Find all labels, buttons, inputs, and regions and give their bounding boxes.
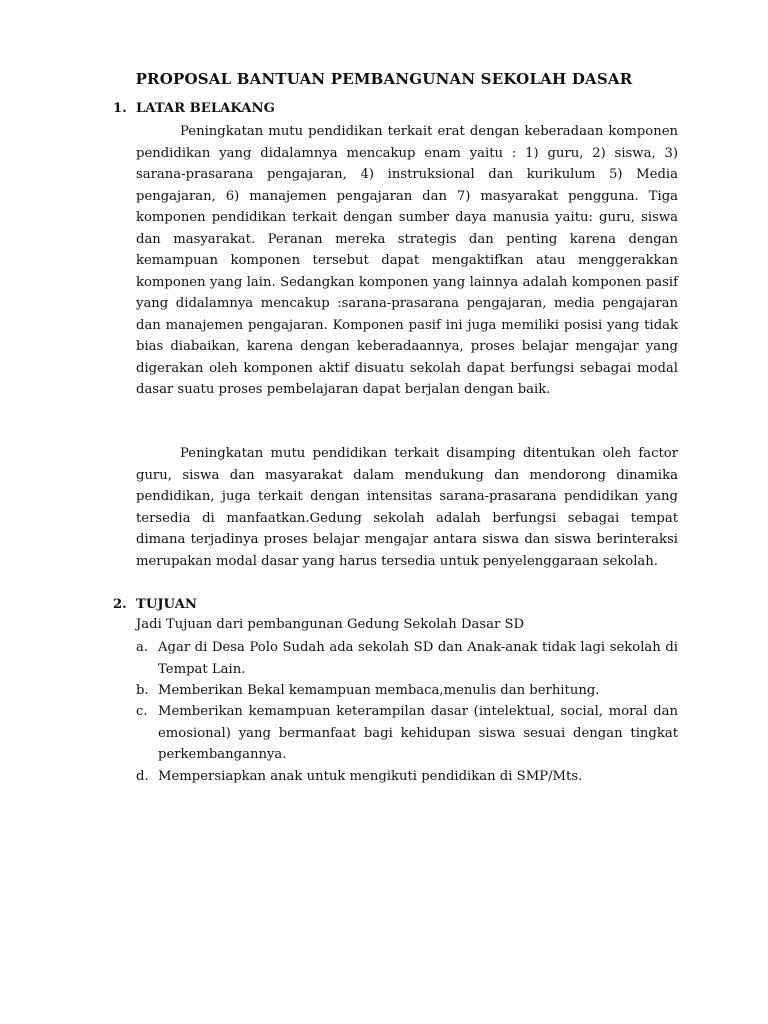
list-marker: a. — [136, 640, 149, 655]
list-item-text: Memberikan Bekal kemampuan membaca,menulis dan berhitung. — [158, 683, 600, 698]
section-heading-tujuan — [113, 597, 197, 612]
section-heading-latar-belakang — [113, 101, 275, 116]
tujuan-intro: Jadi Tujuan dari pembangunan Gedung Sekolah Dasar SD — [136, 617, 525, 632]
section-number: 1. — [113, 101, 127, 116]
paragraph-latar-belakang-1: Peningkatan mutu pendidikan terkait erat dengan keberadaan komponen pendidikan yang didalamnya mencakup enam yaitu : 1) guru, 2) siswa, 3) sarana-prasarana pengajaran, 4) instruksional dan kurikulum 5) Media pengajaran, 6) manajemen pengajaran dan 7) masyarakat pengguna. Tiga komponen pendidikan terkait dengan sumber daya manusia yaitu: guru, siswa dan masyarakat. Peranan mereka strategis dan penting karena dengan kemampuan komponen tersebut dapat mengaktifkan atau menggerakkan komponen yang lain. Sedangkan komponen yang lainnya adalah komponen pasif yang didalamnya mencakup :sarana-prasarana pengajaran, media pengajaran dan manajemen pengajaran. Komponen pasif ini juga memiliki posisi yang tidak bias diabaikan, karena dengan keberadaannya, proses belajar mengajar yang digerakan oleh komponen aktif disuatu sekolah dapat berfungsi sebagai modal dasar suatu proses pembelajaran dapat berjalan dengan baik. — [136, 124, 678, 397]
document-title: PROPOSAL BANTUAN PEMBANGUNAN SEKOLAH DASAR — [135, 70, 633, 88]
section-title: TUJUAN — [136, 597, 197, 612]
list-item — [136, 637, 678, 680]
paragraph-latar-belakang-2: Peningkatan mutu pendidikan terkait disamping ditentukan oleh factor guru, siswa dan masyarakat dalam mendukung dan mendorong dinamika pendidikan, juga terkait dengan intensitas sarana-prasarana pendidikan yang tersedia di manfaatkan.Gedung sekolah adalah berfungsi sebagai tempat dimana terjadinya proses belajar mengajar antara siswa dan siswa berinteraksi merupakan modal dasar yang harus tersedia untuk penyelenggaraan sekolah. — [136, 446, 678, 569]
list-marker: c. — [136, 704, 148, 719]
list-item-text: Mempersiapkan anak untuk mengikuti pendidikan di SMP/Mts. — [158, 769, 583, 784]
section-number: 2. — [113, 597, 127, 612]
list-item — [136, 766, 678, 788]
list-item-text: Memberikan kemampuan keterampilan dasar (intelektual, social, moral dan emosional) yang bermanfaat bagi kehidupan siswa sesuai dengan tingkat perkembangannya. — [158, 704, 678, 762]
list-item-text: Agar di Desa Polo Sudah ada sekolah SD dan Anak-anak tidak lagi sekolah di Tempat Lain. — [158, 640, 678, 677]
list-item — [136, 680, 678, 702]
list-marker: d. — [136, 769, 149, 784]
list-marker: b. — [136, 683, 149, 698]
list-item — [136, 701, 678, 766]
section-title: LATAR BELAKANG — [136, 101, 275, 116]
